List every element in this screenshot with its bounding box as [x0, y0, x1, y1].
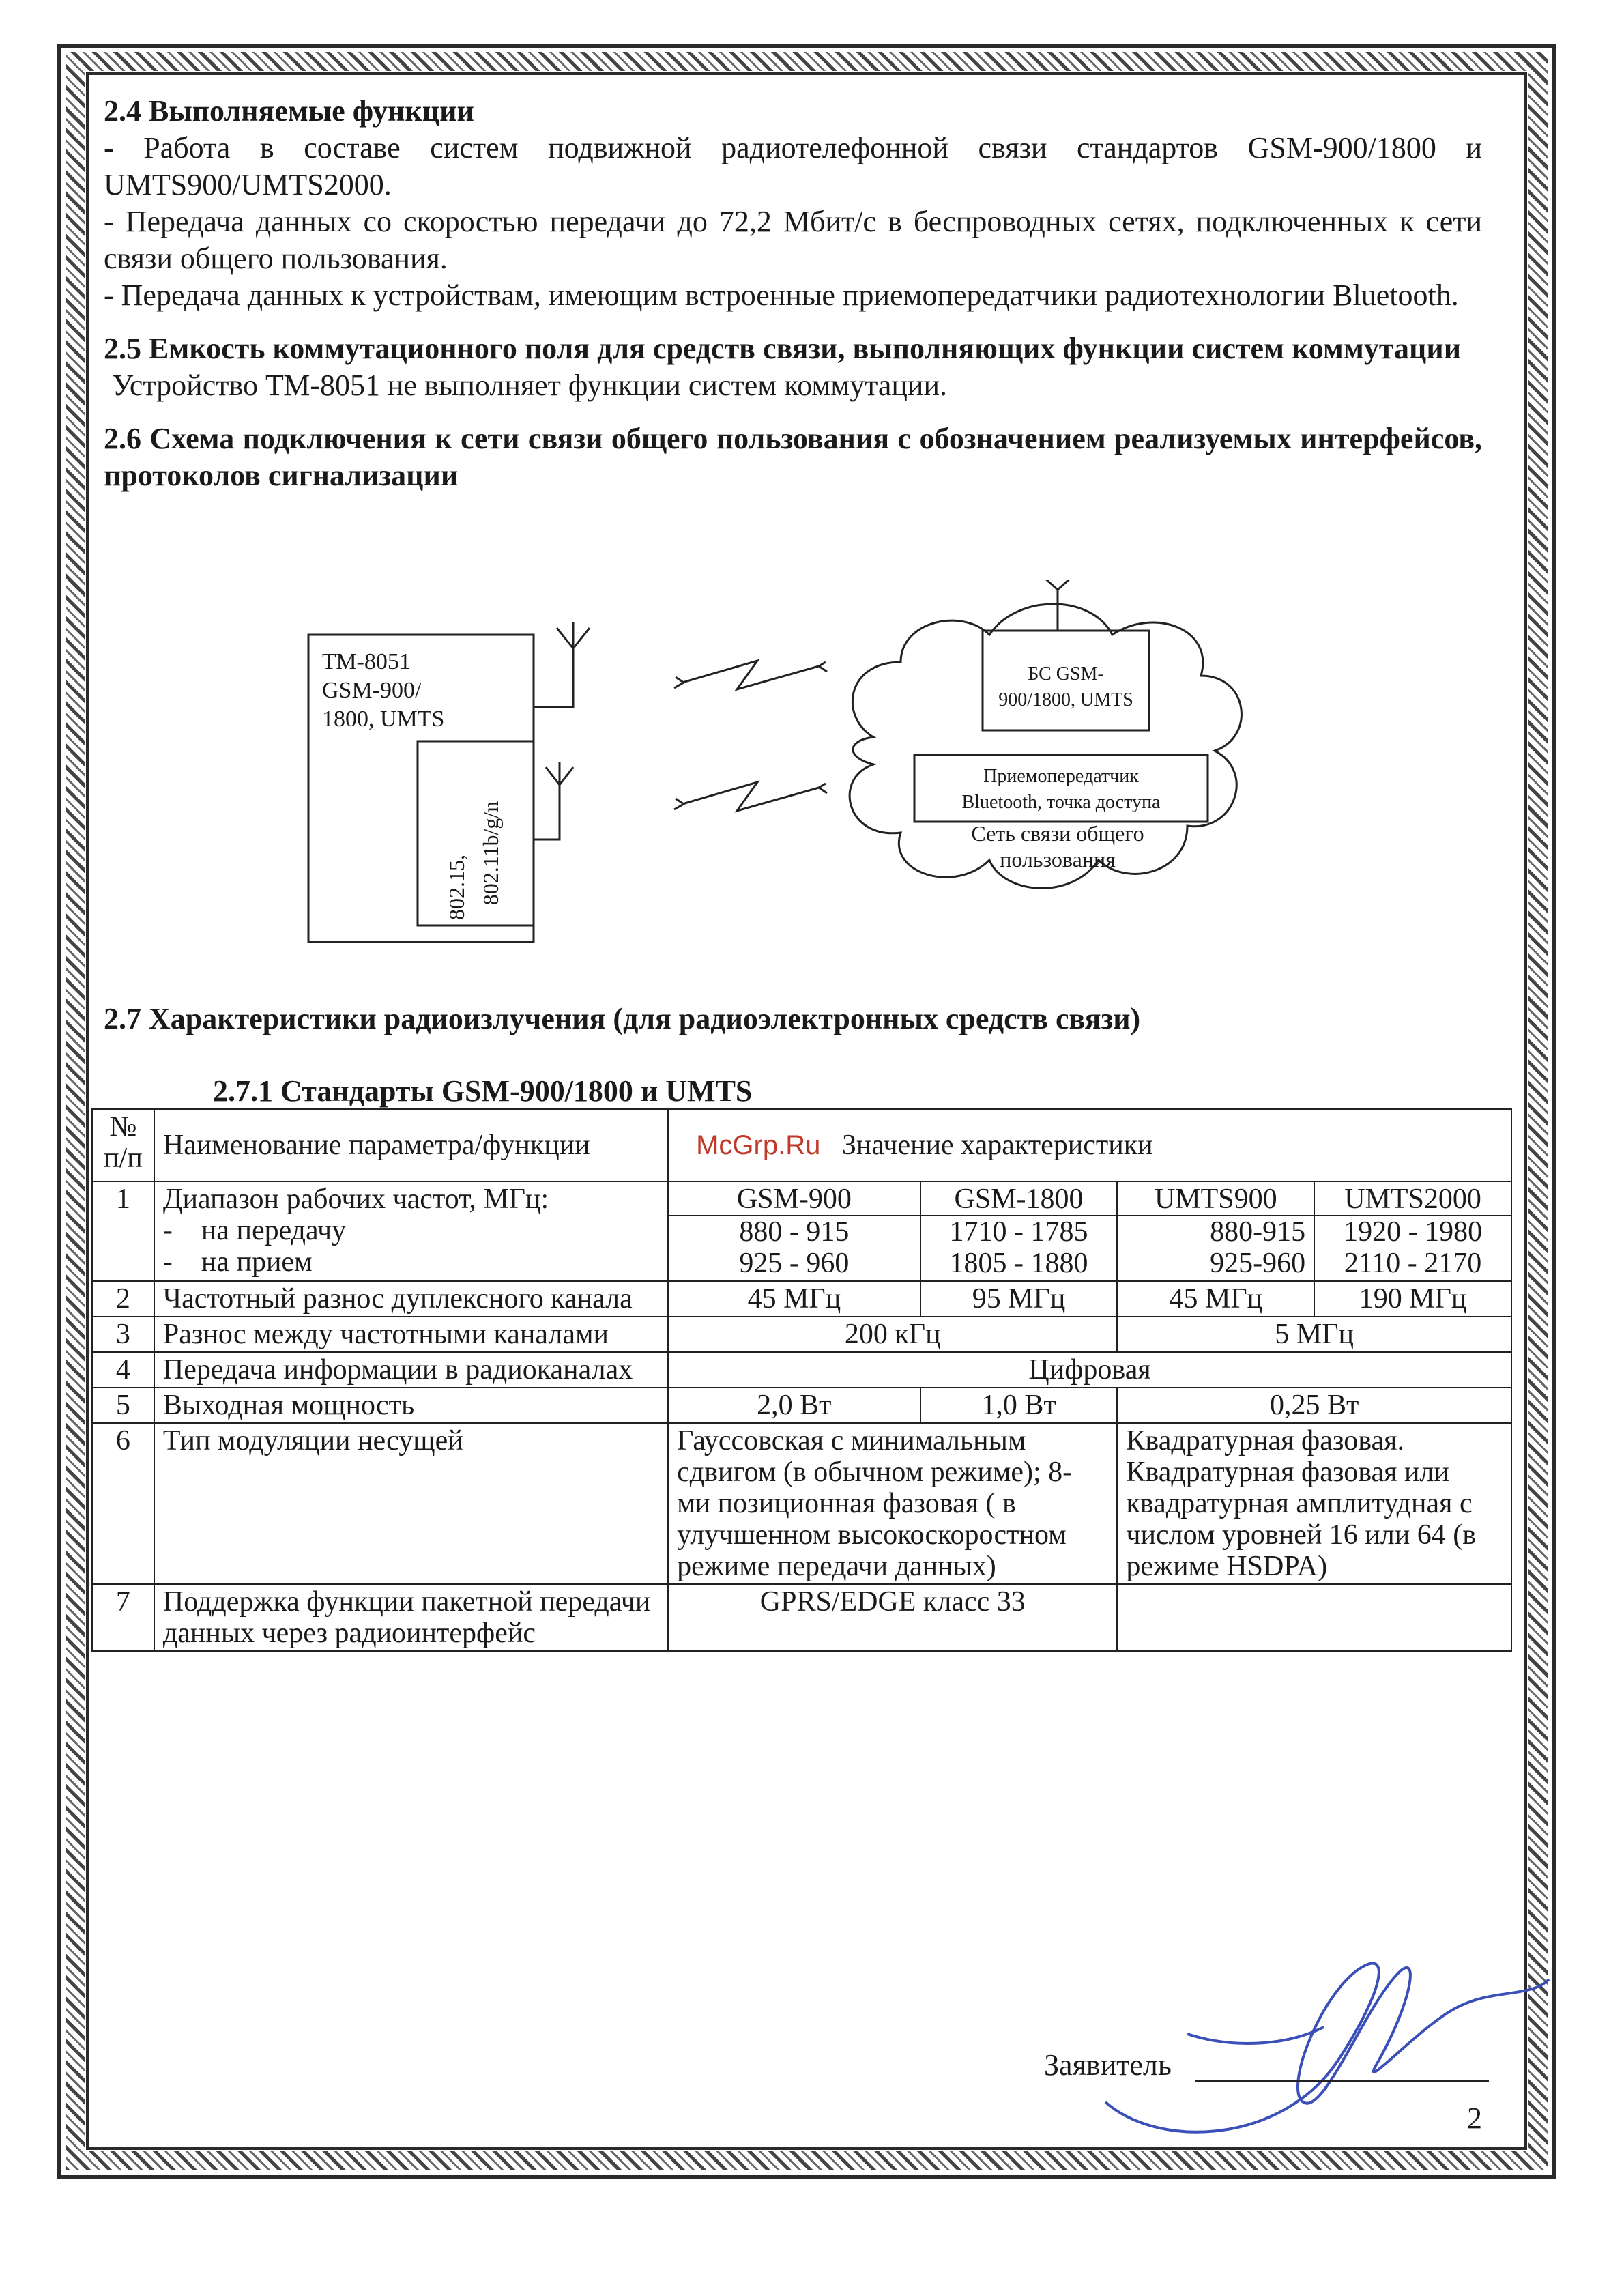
radio-characteristics-table	[91, 1108, 1512, 1652]
wifi-antenna-icon	[534, 762, 573, 840]
row-1-umts2000	[1314, 1181, 1511, 1281]
table-header-row	[92, 1109, 1511, 1181]
bt-label-2: Bluetooth, точка доступа	[961, 792, 1161, 813]
section-2-4-line-2: - Передача данных со скоростью передачи до 72,2 Мбит/с в беспроводных сетях, подключенных к сети связи общего пользования.	[104, 205, 1482, 275]
body-text	[104, 93, 1482, 494]
umts2000-tx: 1920 - 1980	[1344, 1216, 1483, 1248]
header-value-label: Значение характеристики	[841, 1130, 1153, 1161]
row-2-umts2000: 190 МГц	[1314, 1281, 1511, 1317]
table-row	[92, 1423, 1511, 1584]
row-1-umts900	[1117, 1181, 1314, 1281]
bt-link-icon	[682, 782, 819, 811]
wifi-label-1: 802.15,	[444, 855, 469, 920]
table-row	[92, 1584, 1511, 1651]
section-2-7-heading: 2.7 Характеристики радиоизлучения (для радиоэлектронных средств связи)	[104, 1002, 1141, 1035]
header-number: № п/п	[92, 1109, 154, 1181]
row-1-label	[154, 1181, 668, 1281]
row-5-gsm1800: 1,0 Вт	[920, 1388, 1118, 1423]
table-row	[92, 1388, 1511, 1423]
row-5-umts: 0,25 Вт	[1117, 1388, 1511, 1423]
row-1-label-tx: - на передачу	[162, 1215, 347, 1246]
row-6-number: 6	[92, 1423, 154, 1584]
row-6-umts: Квадратурная фазовая. Квадратурная фазовая или квадратурная амплитудная с числом уровней 16 или 64 (в режиме HSDPA)	[1117, 1423, 1511, 1584]
std-gsm900: GSM-900	[669, 1183, 920, 1216]
std-umts900: UMTS900	[1118, 1183, 1314, 1216]
table-row	[92, 1352, 1511, 1388]
bs-label-1: БС GSM-	[1028, 663, 1104, 685]
connection-diagram	[300, 580, 1310, 949]
table-row	[92, 1317, 1511, 1352]
row-5-label: Выходная мощность	[154, 1388, 668, 1423]
row-2-number: 2	[92, 1281, 154, 1317]
umts900-rx: 925-960	[1210, 1248, 1306, 1279]
row-3-label: Разнос между частотными каналами	[154, 1317, 668, 1352]
header-value	[668, 1109, 1511, 1181]
umts2000-rx: 2110 - 2170	[1344, 1248, 1482, 1279]
row-5-number: 5	[92, 1388, 154, 1423]
section-2-5-text: Устройство ТМ-8051 не выполняет функции систем коммутации.	[112, 369, 948, 402]
row-4-label: Передача информации в радиоканалах	[154, 1352, 668, 1388]
row-2-umts900: 45 МГц	[1117, 1281, 1314, 1317]
network-label-1: Сеть связи общего	[971, 821, 1144, 846]
bt-label-1: Приемопередатчик	[983, 766, 1139, 787]
gsm1800-tx: 1710 - 1785	[949, 1216, 1088, 1248]
gsm1800-rx: 1805 - 1880	[949, 1248, 1088, 1279]
section-2-6-heading: 2.6 Схема подключения к сети связи общего пользования с обозначением реализуемых интерфейсов, протоколов сигнализации	[104, 422, 1482, 492]
row-2-gsm900: 45 МГц	[668, 1281, 920, 1317]
row-7-number: 7	[92, 1584, 154, 1651]
row-3-gsm: 200 кГц	[668, 1317, 1117, 1352]
std-umts2000: UMTS2000	[1315, 1183, 1511, 1216]
gsm-antenna-icon	[534, 622, 590, 707]
row-1-gsm1800	[920, 1181, 1118, 1281]
row-7-gsm: GPRS/EDGE класс 33	[668, 1584, 1117, 1651]
table-row	[92, 1281, 1511, 1317]
row-3-umts: 5 МГц	[1117, 1317, 1511, 1352]
gsm900-rx: 925 - 960	[739, 1248, 850, 1279]
gsm900-tx: 880 - 915	[739, 1216, 850, 1248]
row-2-label: Частотный разнос дуплексного канала	[154, 1281, 668, 1317]
row-6-label: Тип модуляции несущей	[154, 1423, 668, 1584]
gsm-link-icon	[682, 661, 819, 689]
row-1-label-main: Диапазон рабочих частот, МГц:	[162, 1183, 549, 1215]
section-2-4-line-1: - Работа в составе систем подвижной радиотелефонной связи стандартов GSM-900/1800 и UMTS900/UMTS2000.	[104, 131, 1482, 201]
std-gsm1800: GSM-1800	[921, 1183, 1117, 1216]
row-6-gsm: Гауссовская с минимальным сдвигом (в обычном режиме); 8-ми позиционная фазовая ( в улучшенном высокоскоростном режиме передачи данных)	[668, 1423, 1117, 1584]
device-label-1: ТМ-8051	[322, 649, 411, 674]
signature-line	[1195, 2080, 1489, 2082]
watermark: McGrp.Ru	[696, 1130, 821, 1160]
applicant-signature	[1078, 1925, 1556, 2157]
section-2-4-line-3: - Передача данных к устройствам, имеющим встроенные приемопередатчики радиотехнологии Bluetooth.	[104, 278, 1459, 312]
device-label-2: GSM-900/	[322, 678, 422, 703]
umts900-tx: 880-915	[1210, 1216, 1306, 1248]
wifi-label-2: 802.11b/g/n	[478, 801, 503, 906]
row-7-umts	[1117, 1584, 1511, 1651]
row-4-number: 4	[92, 1352, 154, 1388]
device-label-3: 1800, UMTS	[322, 706, 445, 732]
section-2-5-heading: 2.5 Емкость коммутационного поля для средств связи, выполняющих функции систем коммутации	[104, 332, 1462, 365]
row-3-number: 3	[92, 1317, 154, 1352]
header-parameter: Наименование параметра/функции	[154, 1109, 668, 1181]
section-2-4-heading: 2.4 Выполняемые функции	[104, 94, 474, 128]
row-5-gsm900: 2,0 Вт	[668, 1388, 920, 1423]
row-1-number: 1	[92, 1181, 154, 1281]
row-1-gsm900	[668, 1181, 920, 1281]
row-2-gsm1800: 95 МГц	[920, 1281, 1118, 1317]
applicant-label: Заявитель	[1044, 2048, 1172, 2082]
table-row	[92, 1181, 1511, 1281]
row-7-label: Поддержка функции пакетной передачи данных через радиоинтерфейс	[154, 1584, 668, 1651]
section-2-7-1-heading: 2.7.1 Стандарты GSM-900/1800 и UMTS	[213, 1074, 753, 1108]
page-number: 2	[1467, 2101, 1482, 2135]
row-1-label-rx: - на прием	[162, 1246, 313, 1278]
wifi-module-box	[418, 741, 534, 925]
network-label-2: пользования	[1000, 847, 1116, 872]
row-4-value: Цифровая	[668, 1352, 1511, 1388]
bs-label-2: 900/1800, UMTS	[998, 689, 1133, 711]
